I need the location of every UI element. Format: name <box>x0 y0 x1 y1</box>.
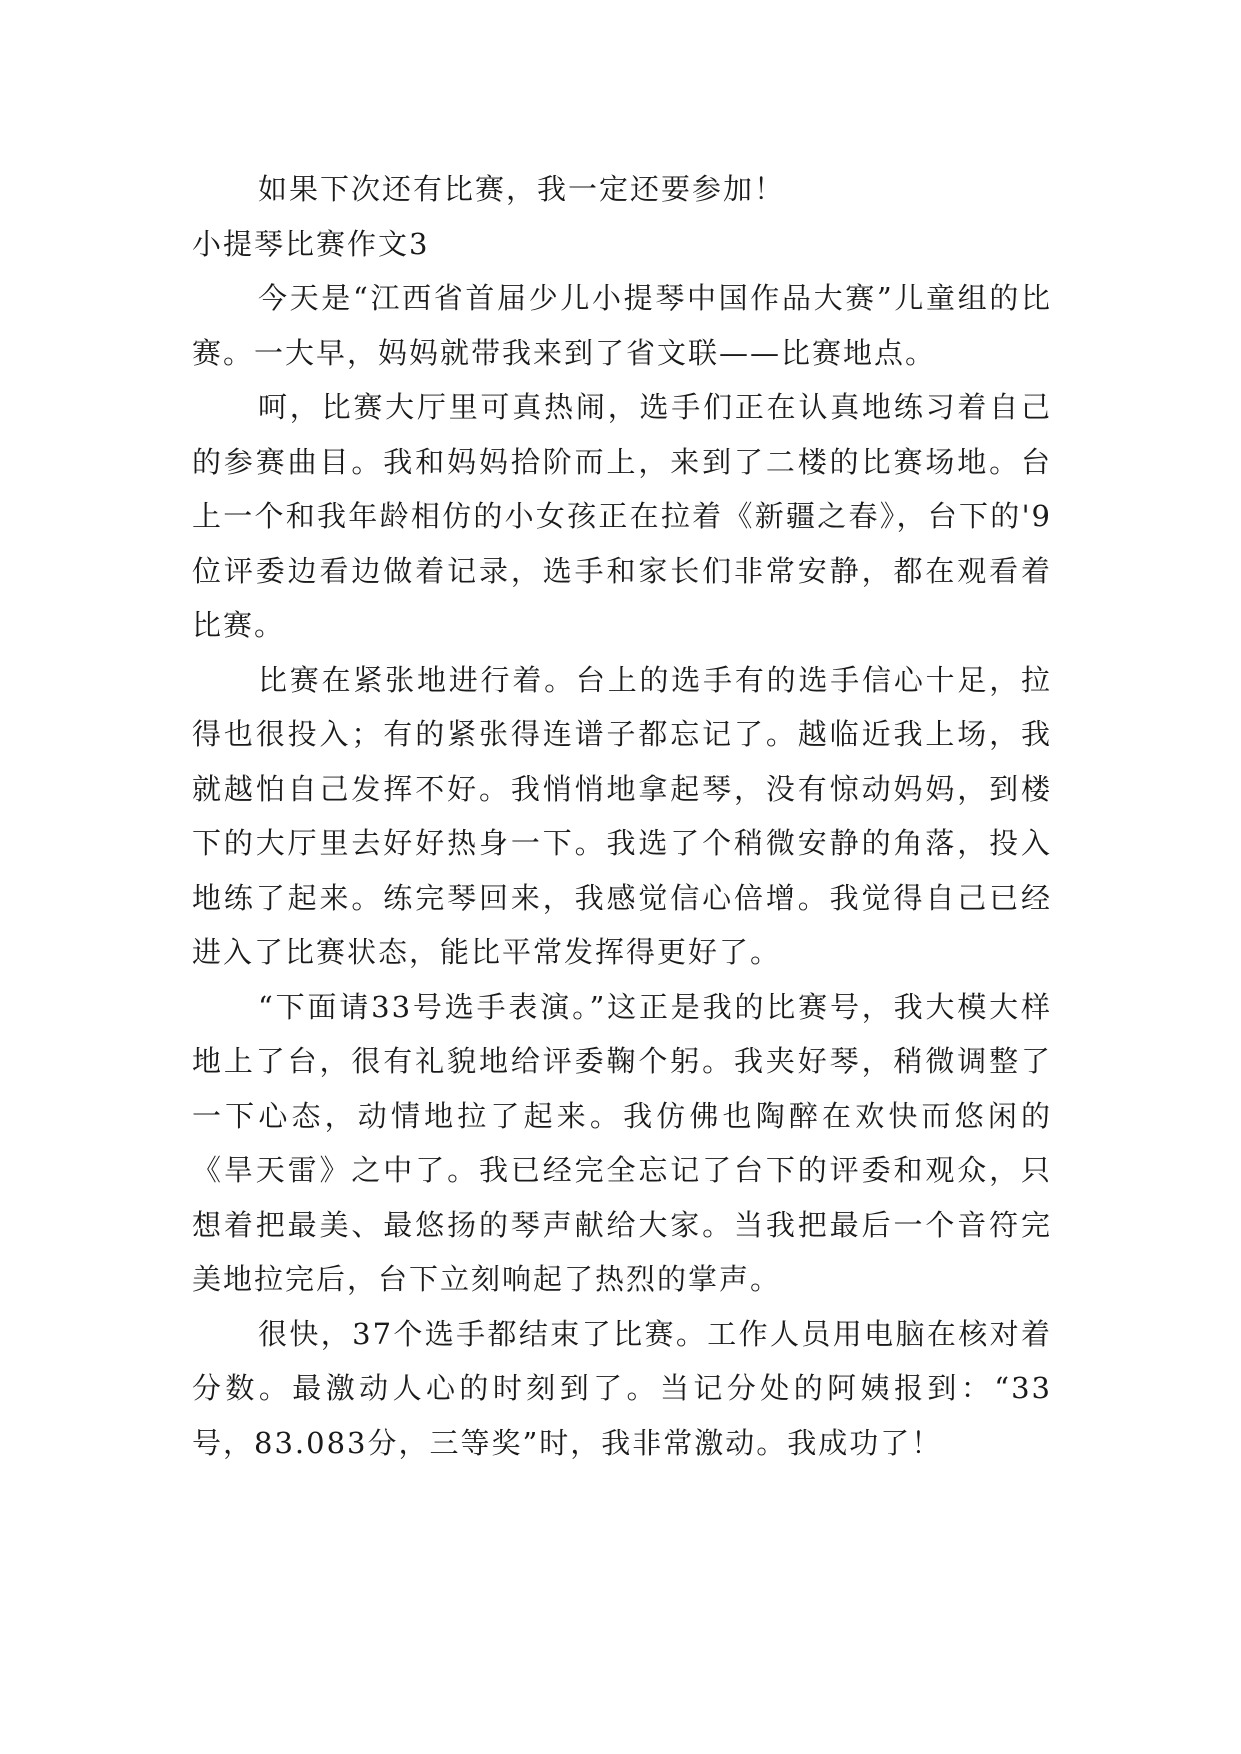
closing-paragraph: 如果下次还有比赛，我一定还要参加！ <box>258 172 786 206</box>
essay-paragraph-2: 呵，比赛大厅里可真热闹，选手们正在认真地练习着自己的参赛曲目。我和妈妈拾阶而上，来到了二楼的比赛场地。台上一个和我年龄相仿的小女孩正在拉着《新疆之春》，台下的'9位评委边看边做着记录，选手和家长们非常安静，都在观看着比赛。 <box>192 390 1052 642</box>
document-body <box>192 162 1052 1470</box>
essay-paragraph-1: 今天是“江西省首届少儿小提琴中国作品大赛”儿童组的比赛。一大早，妈妈就带我来到了省文联——比赛地点。 <box>192 281 1052 370</box>
essay-paragraph-5: 很快，37个选手都结束了比赛。工作人员用电脑在核对着分数。最激动人心的时刻到了。当记分处的阿姨报到：“33号，83.083分，三等奖”时，我非常激动。我成功了！ <box>192 1316 1052 1460</box>
essay-heading: 小提琴比赛作文3 <box>192 226 430 261</box>
essay-paragraph-3: 比赛在紧张地进行着。台上的选手有的选手信心十足，拉得也很投入；有的紧张得连谱子都忘记了。越临近我上场，我就越怕自己发挥不好。我悄悄地拿起琴，没有惊动妈妈，到楼下的大厅里去好好热身一下。我选了个稍微安静的角落，投入地练了起来。练完琴回来，我感觉信心倍增。我觉得自己已经进入了比赛状态，能比平常发挥得更好了。 <box>192 662 1052 969</box>
essay-paragraph-4: “下面请33号选手表演。”这正是我的比赛号，我大模大样地上了台，很有礼貌地给评委鞠个躬。我夹好琴，稍微调整了一下心态，动情地拉了起来。我仿佛也陶醉在欢快而悠闲的《旱天雷》之中了。我已经完全忘记了台下的评委和观众，只想着把最美、最悠扬的琴声献给大家。当我把最后一个音符完美地拉完后，台下立刻响起了热烈的掌声。 <box>192 989 1052 1296</box>
